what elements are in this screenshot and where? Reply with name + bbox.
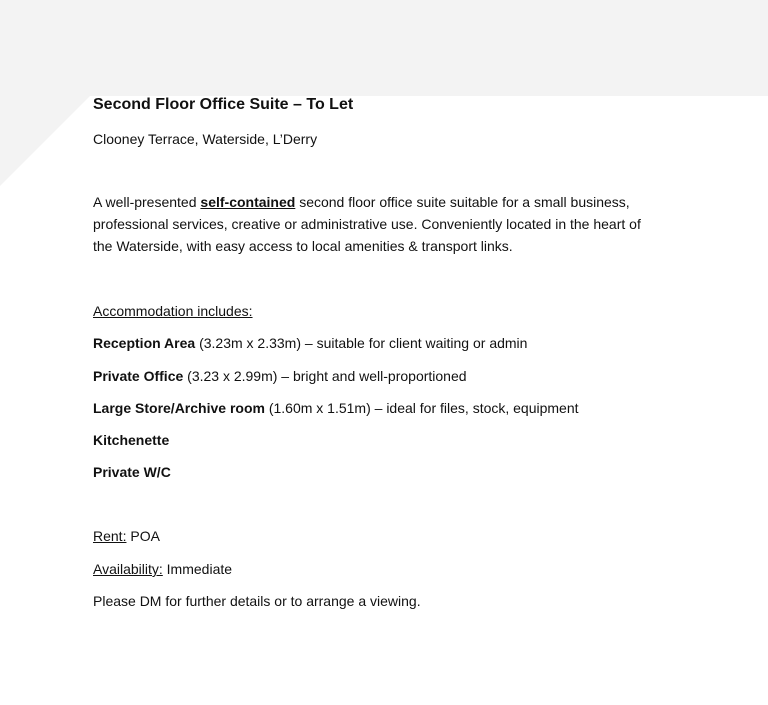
item-name: Kitchenette (93, 432, 170, 448)
item-detail: (3.23m x 2.33m) – suitable for client waiting or admin (195, 335, 528, 351)
intro-paragraph (93, 191, 663, 257)
availability-label: Availability: (93, 561, 163, 577)
intro-line-1 (93, 191, 663, 213)
availability-value: Immediate (162, 561, 233, 577)
location-line: Clooney Terrace, Waterside, L’Derry (93, 131, 318, 147)
intro-line-1-rest: second floor office suite suitable for a small business, (295, 194, 630, 210)
item-detail: (1.60m x 1.51m) – ideal for files, stock, equipment (264, 400, 579, 416)
accommodation-item (93, 365, 467, 387)
item-name: Large Store/Archive room (93, 400, 265, 416)
contact-note: Please DM for further details or to arrange a viewing. (93, 593, 421, 609)
item-name: Private W/C (93, 464, 171, 480)
accommodation-item (93, 429, 169, 451)
availability-line (93, 558, 232, 580)
accommodation-heading: Accommodation includes: (93, 303, 253, 319)
item-name: Private Office (93, 368, 184, 384)
rent-line (93, 525, 160, 547)
accommodation-item (93, 461, 171, 483)
item-detail: (3.23 x 2.99m) – bright and well-proportioned (183, 368, 467, 384)
document-title: Second Floor Office Suite – To Let (93, 96, 354, 113)
rent-value: POA (126, 528, 160, 544)
rent-label: Rent: (93, 528, 127, 544)
intro-prefix: A well-presented (93, 194, 201, 210)
accommodation-item (93, 332, 527, 354)
item-name: Reception Area (93, 335, 196, 351)
self-contained-emphasis: self-contained (200, 194, 296, 210)
accommodation-item (93, 397, 579, 419)
intro-line-2: professional services, creative or administrative use. Conveniently located in the heart of (93, 216, 641, 232)
intro-line-3: the Waterside, with easy access to local amenities & transport links. (93, 238, 513, 254)
